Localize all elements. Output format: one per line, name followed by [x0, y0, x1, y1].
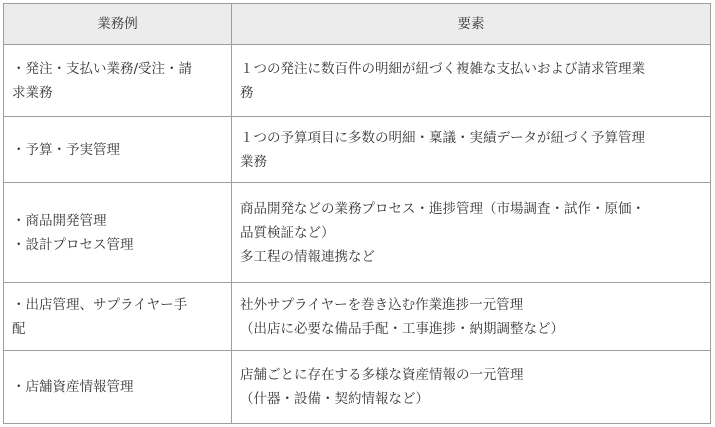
table-row — [4, 45, 711, 117]
elements-cell — [232, 351, 711, 424]
table-row — [4, 283, 711, 351]
cell-text-line: ・店舗資産情報管理 — [12, 379, 134, 395]
cell-text-line: ・設計プロセス管理 — [12, 236, 134, 253]
business-example-cell — [4, 183, 232, 283]
cell-text-line: 配 — [12, 320, 26, 337]
cell-text-line: 店舗ごとに存在する多様な資産情報の一元管理 — [240, 367, 524, 383]
business-example-cell — [4, 283, 232, 351]
cell-text-line: 求業務 — [12, 84, 53, 101]
business-elements-table-container — [3, 3, 711, 424]
cell-text-line: 務 — [240, 84, 254, 101]
cell-text-line: ・商品開発管理 — [12, 212, 107, 229]
business-example-cell — [4, 45, 232, 117]
cell-text-line: 品質検証など） — [240, 224, 335, 241]
elements-cell — [232, 183, 711, 283]
elements-cell — [232, 45, 711, 117]
cell-text-line: １つの予算項目に多数の明細・稟議・実績データが紐づく予算管理 — [240, 129, 645, 146]
cell-text-line: ・発注・支払い業務/受注・請 — [12, 60, 193, 77]
business-elements-table — [3, 3, 711, 424]
business-example-cell — [4, 351, 232, 424]
header-elements: 要素 — [232, 4, 711, 45]
elements-cell — [232, 283, 711, 351]
elements-cell — [232, 117, 711, 183]
header-business-example: 業務例 — [4, 4, 232, 45]
cell-text-line: 多工程の情報連携など — [240, 248, 375, 265]
table-row — [4, 183, 711, 283]
cell-text-line: 業務 — [240, 153, 267, 170]
cell-text-line: （什器・設備・契約情報など） — [240, 391, 429, 407]
cell-text-line: 社外サプライヤーを巻き込む作業進捗一元管理 — [240, 296, 524, 313]
cell-text-line: ・出店管理、サプライヤー手 — [12, 296, 188, 313]
cell-text-line: 商品開発などの業務プロセス・進捗管理（市場調査・試作・原価・ — [240, 200, 645, 217]
table-header-row — [4, 4, 711, 45]
cell-text-line: ・予算・予実管理 — [12, 141, 120, 158]
cell-text-line: １つの発注に数百件の明細が紐づく複雑な支払いおよび請求管理業 — [240, 60, 645, 77]
business-example-cell — [4, 117, 232, 183]
cell-text-line: （出店に必要な備品手配・工事進捗・納期調整など） — [240, 320, 564, 337]
table-row — [4, 117, 711, 183]
table-row — [4, 351, 711, 424]
